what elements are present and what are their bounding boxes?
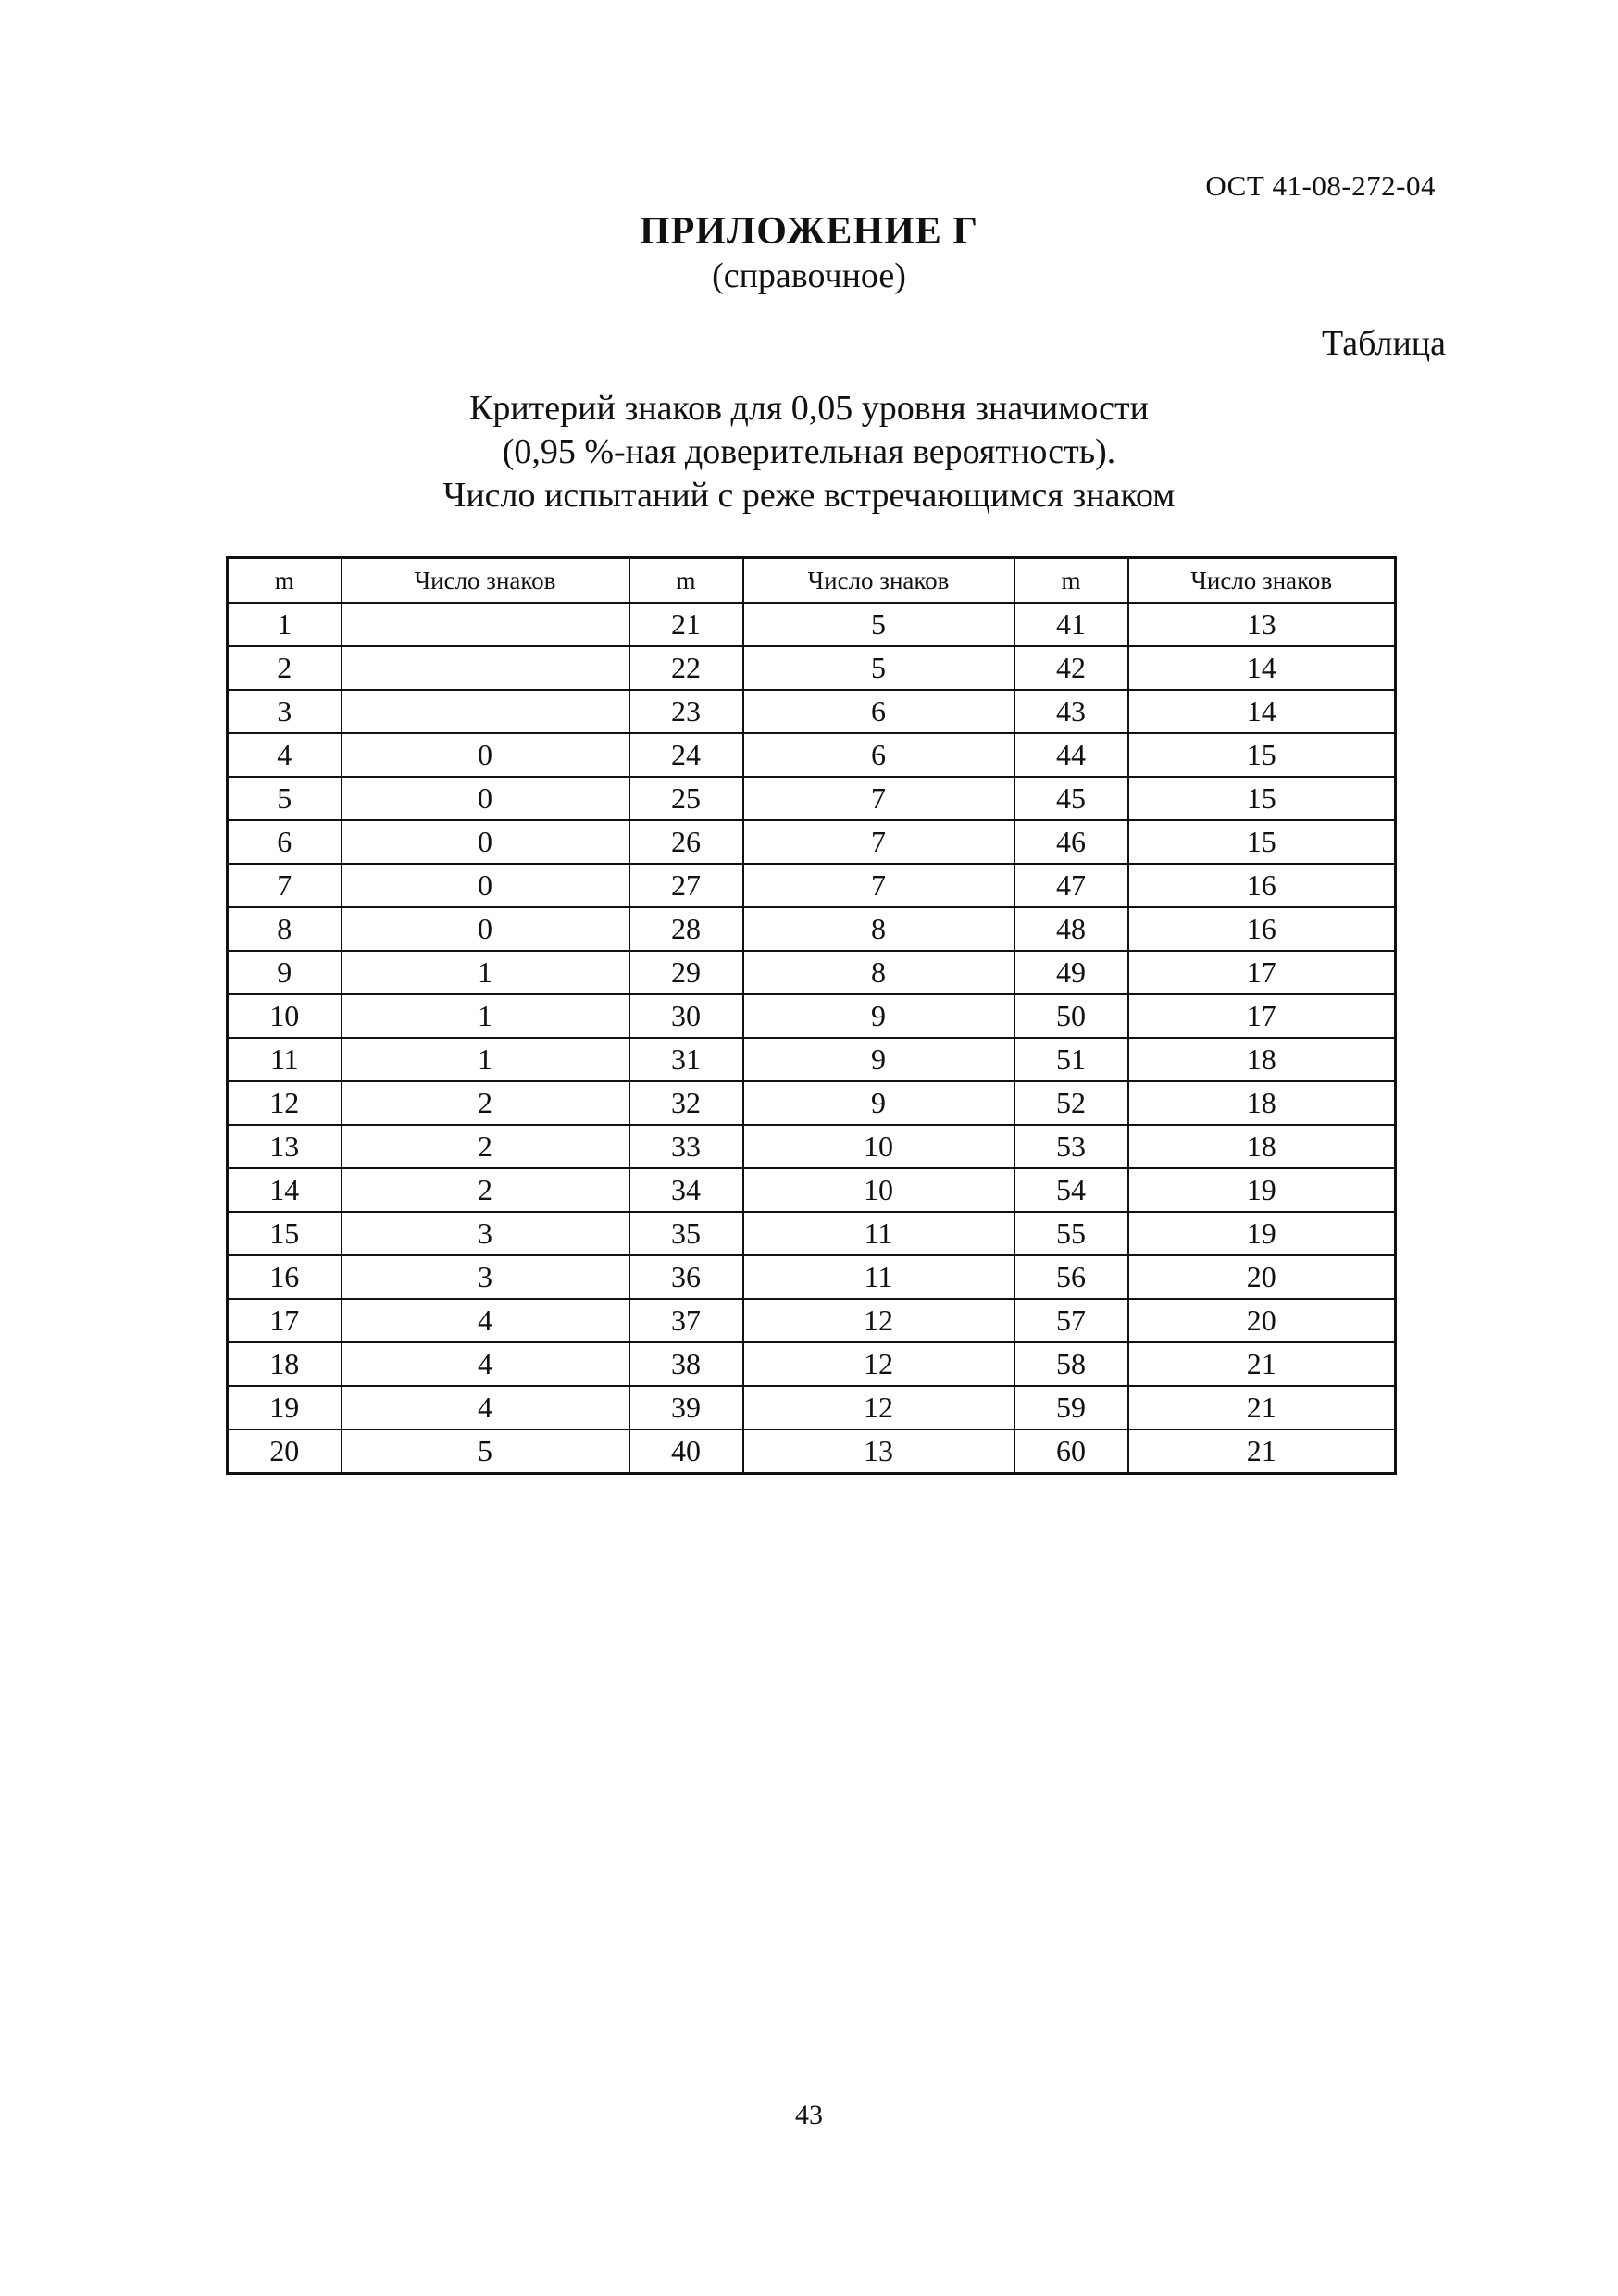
cell-m-2: 23 <box>629 690 743 733</box>
cell-m-3: 47 <box>1014 864 1128 907</box>
table-row <box>228 1342 1396 1386</box>
cell-m-2: 35 <box>629 1212 743 1255</box>
cell-signs-3: 18 <box>1128 1125 1396 1168</box>
appendix-title: ПРИЛОЖЕНИЕ Г <box>639 210 979 253</box>
cell-m-2: 24 <box>629 733 743 777</box>
cell-signs-1: 1 <box>342 994 629 1038</box>
cell-signs-1: 4 <box>342 1342 629 1386</box>
cell-signs-3: 17 <box>1128 951 1396 994</box>
cell-signs-1: 0 <box>342 733 629 777</box>
cell-m-1: 20 <box>228 1429 342 1474</box>
cell-signs-3: 19 <box>1128 1212 1396 1255</box>
cell-signs-3: 21 <box>1128 1429 1396 1474</box>
cell-m-2: 40 <box>629 1429 743 1474</box>
cell-signs-2: 12 <box>743 1342 1014 1386</box>
cell-signs-2: 6 <box>743 733 1014 777</box>
table-caption-line-3: Число испытаний с реже встречающимся знаком <box>442 476 1176 515</box>
cell-signs-1: 1 <box>342 951 629 994</box>
table-row <box>228 777 1396 820</box>
table-row <box>228 864 1396 907</box>
sign-criterion-table <box>226 556 1397 1475</box>
cell-m-2: 34 <box>629 1168 743 1212</box>
cell-signs-2: 11 <box>743 1255 1014 1299</box>
cell-m-2: 22 <box>629 646 743 690</box>
header-signs-2: Число знаков <box>743 558 1014 604</box>
cell-m-2: 28 <box>629 907 743 951</box>
cell-signs-2: 5 <box>743 646 1014 690</box>
header-signs-3: Число знаков <box>1128 558 1396 604</box>
cell-signs-3: 16 <box>1128 864 1396 907</box>
cell-m-2: 32 <box>629 1081 743 1125</box>
cell-m-2: 27 <box>629 864 743 907</box>
cell-m-3: 56 <box>1014 1255 1128 1299</box>
cell-signs-3: 15 <box>1128 777 1396 820</box>
cell-signs-2: 12 <box>743 1299 1014 1342</box>
cell-signs-2: 7 <box>743 864 1014 907</box>
table-row <box>228 820 1396 864</box>
table-caption-line-1: Критерий знаков для 0,05 уровня значимости <box>469 389 1149 428</box>
cell-m-2: 30 <box>629 994 743 1038</box>
cell-m-3: 59 <box>1014 1386 1128 1429</box>
cell-m-3: 50 <box>1014 994 1128 1038</box>
table-row <box>228 994 1396 1038</box>
table-row <box>228 1212 1396 1255</box>
table-row <box>228 1125 1396 1168</box>
cell-m-1: 19 <box>228 1386 342 1429</box>
cell-signs-1: 2 <box>342 1125 629 1168</box>
table-row <box>228 1255 1396 1299</box>
cell-m-1: 2 <box>228 646 342 690</box>
cell-signs-2: 6 <box>743 690 1014 733</box>
header-m-2: m <box>629 558 743 604</box>
cell-m-1: 17 <box>228 1299 342 1342</box>
cell-m-1: 18 <box>228 1342 342 1386</box>
cell-signs-2: 5 <box>743 603 1014 646</box>
table-row <box>228 1168 1396 1212</box>
appendix-type: (справочное) <box>712 256 906 295</box>
table-body <box>228 603 1396 1474</box>
cell-m-3: 42 <box>1014 646 1128 690</box>
cell-m-1: 5 <box>228 777 342 820</box>
cell-signs-3: 14 <box>1128 690 1396 733</box>
cell-signs-2: 9 <box>743 1081 1014 1125</box>
cell-m-1: 10 <box>228 994 342 1038</box>
cell-signs-1: 0 <box>342 907 629 951</box>
cell-signs-1: 2 <box>342 1168 629 1212</box>
cell-m-1: 13 <box>228 1125 342 1168</box>
cell-m-3: 58 <box>1014 1342 1128 1386</box>
cell-m-3: 52 <box>1014 1081 1128 1125</box>
cell-m-3: 60 <box>1014 1429 1128 1474</box>
cell-signs-3: 13 <box>1128 603 1396 646</box>
cell-m-2: 36 <box>629 1255 743 1299</box>
cell-signs-3: 20 <box>1128 1255 1396 1299</box>
header-signs-1: Число знаков <box>342 558 629 604</box>
cell-m-1: 8 <box>228 907 342 951</box>
cell-signs-1 <box>342 603 629 646</box>
cell-signs-2: 9 <box>743 994 1014 1038</box>
cell-signs-3: 21 <box>1128 1386 1396 1429</box>
cell-signs-3: 21 <box>1128 1342 1396 1386</box>
cell-m-2: 31 <box>629 1038 743 1081</box>
cell-m-1: 16 <box>228 1255 342 1299</box>
document-code: ОСТ 41-08-272-04 <box>1205 169 1436 202</box>
cell-m-2: 38 <box>629 1342 743 1386</box>
cell-m-3: 46 <box>1014 820 1128 864</box>
page-number: 43 <box>795 2100 823 2130</box>
cell-signs-1: 1 <box>342 1038 629 1081</box>
cell-signs-1 <box>342 690 629 733</box>
cell-signs-2: 9 <box>743 1038 1014 1081</box>
table-caption-line-2: (0,95 %-ная доверительная вероятность). <box>502 432 1116 471</box>
table-header-row <box>228 558 1396 604</box>
table-row <box>228 733 1396 777</box>
cell-m-1: 4 <box>228 733 342 777</box>
cell-m-1: 12 <box>228 1081 342 1125</box>
cell-signs-1: 4 <box>342 1386 629 1429</box>
cell-signs-2: 8 <box>743 907 1014 951</box>
table-row <box>228 1038 1396 1081</box>
cell-m-2: 33 <box>629 1125 743 1168</box>
cell-signs-3: 19 <box>1128 1168 1396 1212</box>
cell-signs-1 <box>342 646 629 690</box>
cell-m-3: 43 <box>1014 690 1128 733</box>
cell-m-3: 57 <box>1014 1299 1128 1342</box>
cell-signs-2: 10 <box>743 1168 1014 1212</box>
table-row <box>228 1299 1396 1342</box>
table-row <box>228 1386 1396 1429</box>
table-row <box>228 951 1396 994</box>
cell-m-1: 1 <box>228 603 342 646</box>
cell-signs-3: 20 <box>1128 1299 1396 1342</box>
cell-m-2: 26 <box>629 820 743 864</box>
cell-signs-1: 0 <box>342 864 629 907</box>
cell-signs-1: 0 <box>342 777 629 820</box>
header-m-1: m <box>228 558 342 604</box>
cell-signs-2: 12 <box>743 1386 1014 1429</box>
cell-m-1: 11 <box>228 1038 342 1081</box>
cell-m-3: 55 <box>1014 1212 1128 1255</box>
cell-m-2: 29 <box>629 951 743 994</box>
cell-m-3: 51 <box>1014 1038 1128 1081</box>
cell-signs-1: 2 <box>342 1081 629 1125</box>
cell-signs-2: 13 <box>743 1429 1014 1474</box>
cell-m-3: 53 <box>1014 1125 1128 1168</box>
cell-signs-3: 18 <box>1128 1038 1396 1081</box>
cell-m-3: 41 <box>1014 603 1128 646</box>
cell-m-1: 3 <box>228 690 342 733</box>
cell-signs-1: 0 <box>342 820 629 864</box>
cell-signs-1: 3 <box>342 1255 629 1299</box>
cell-signs-3: 14 <box>1128 646 1396 690</box>
cell-signs-1: 5 <box>342 1429 629 1474</box>
cell-m-1: 9 <box>228 951 342 994</box>
cell-signs-2: 7 <box>743 777 1014 820</box>
cell-signs-3: 15 <box>1128 820 1396 864</box>
cell-m-3: 45 <box>1014 777 1128 820</box>
table-row <box>228 690 1396 733</box>
table-row <box>228 603 1396 646</box>
cell-m-3: 48 <box>1014 907 1128 951</box>
cell-m-2: 39 <box>629 1386 743 1429</box>
cell-m-1: 6 <box>228 820 342 864</box>
cell-m-3: 54 <box>1014 1168 1128 1212</box>
header-m-3: m <box>1014 558 1128 604</box>
table-row <box>228 1429 1396 1474</box>
cell-signs-2: 11 <box>743 1212 1014 1255</box>
cell-signs-1: 3 <box>342 1212 629 1255</box>
table-row <box>228 907 1396 951</box>
table-label: Таблица <box>1321 324 1446 363</box>
cell-m-1: 15 <box>228 1212 342 1255</box>
cell-signs-2: 10 <box>743 1125 1014 1168</box>
table-row <box>228 1081 1396 1125</box>
cell-m-1: 14 <box>228 1168 342 1212</box>
cell-m-2: 21 <box>629 603 743 646</box>
cell-m-2: 25 <box>629 777 743 820</box>
cell-signs-2: 7 <box>743 820 1014 864</box>
cell-signs-2: 8 <box>743 951 1014 994</box>
cell-m-2: 37 <box>629 1299 743 1342</box>
cell-signs-3: 15 <box>1128 733 1396 777</box>
cell-signs-3: 17 <box>1128 994 1396 1038</box>
cell-signs-3: 18 <box>1128 1081 1396 1125</box>
cell-m-1: 7 <box>228 864 342 907</box>
cell-m-3: 44 <box>1014 733 1128 777</box>
cell-signs-1: 4 <box>342 1299 629 1342</box>
cell-m-3: 49 <box>1014 951 1128 994</box>
cell-signs-3: 16 <box>1128 907 1396 951</box>
table-row <box>228 646 1396 690</box>
